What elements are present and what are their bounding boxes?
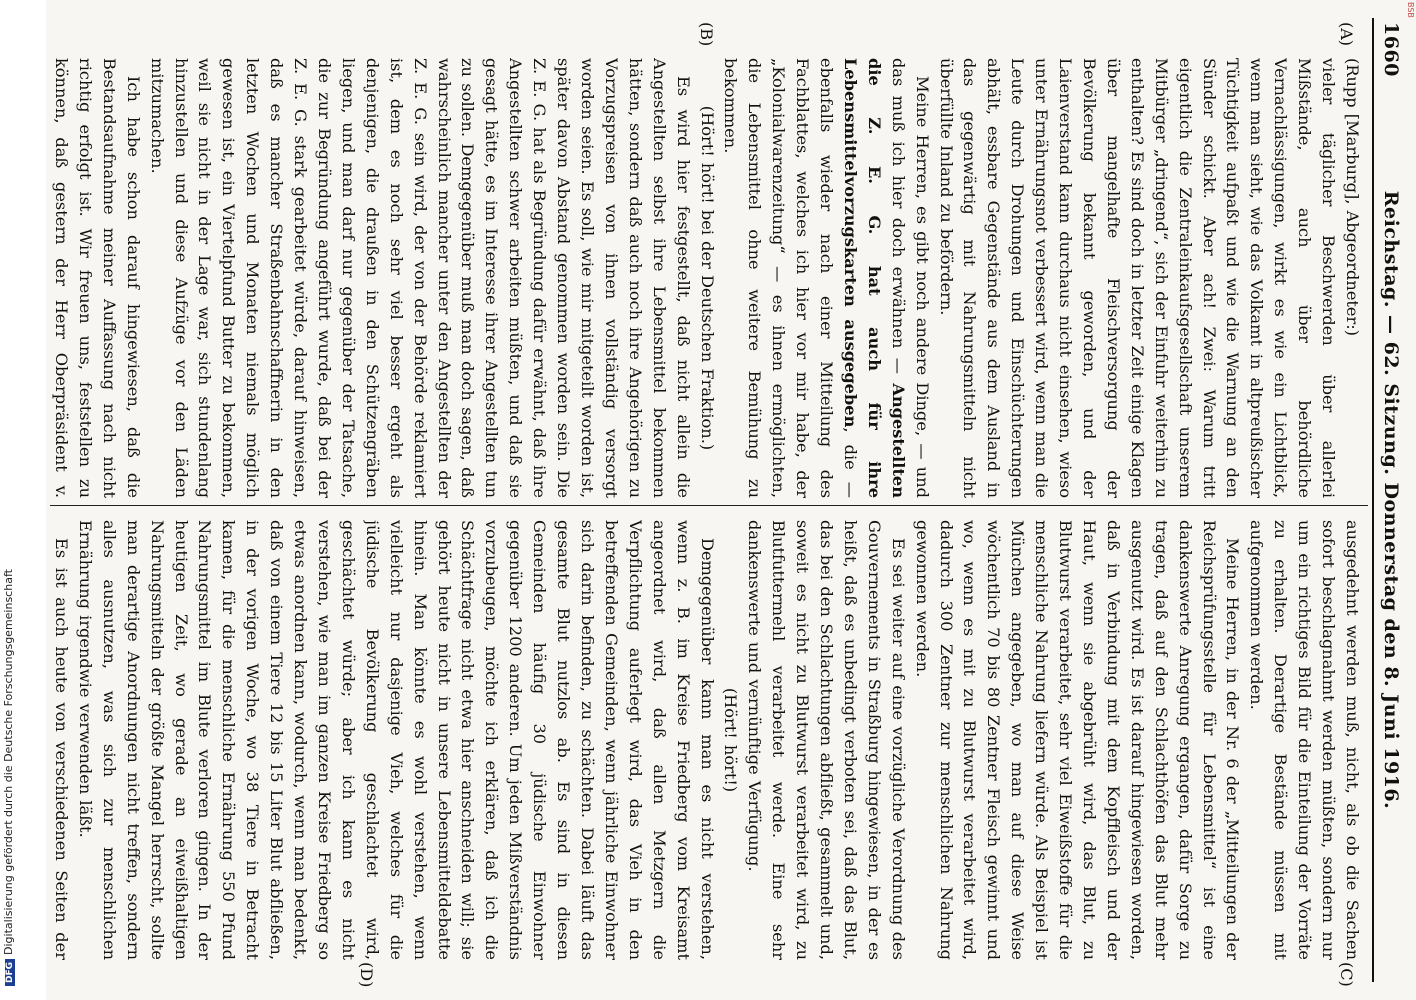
- interjection: (Hört! hört!): [721, 687, 741, 793]
- paragraph: Meine Herren, in der Nr. 6 der „Mitteilungen der Reichsprüfungsstelle für Lebensmittel“ ist eine dankenswerte Anregung ergangen, dafür Sorge zu tragen, daß auf den Schlachthöfen das Blut mehr ausgenutzt wird. Es ist darauf hingewiesen worden, daß in Verbindung mit dem Kopffleisch und der Haut, wenn sie abgebrüht wird, das Blut, zu Blutwurst verarbeitet, sehr viel Eiweißstoffe für die menschliche Nahrung liefern würde. Als Beispiel ist München angegeben, wo man auf diese Weise wöchentlich 70 bis 80 Zentner Fleisch gewinnt und wo, wenn es mit zu Blutwurst verarbeitet wird, dadurch 300 Zentner zur menschlichen Nahrung gewonnen werden.: [912, 520, 1243, 960]
- paragraph: Es ist auch heute von verschiedenen Seiten der: [52, 538, 72, 960]
- paragraph: ausgedehnt werden muß, nicht, als ob die Sachen sofort beschlagnahmt werden müßten, sondern nur um ein richtiges Bild für die Einteilung der Vorräte zu erhalten. Derartige Bestände müssen mit aufgenommen werden.: [1247, 520, 1362, 960]
- margin-marker-c: (C): [1337, 962, 1356, 987]
- left-column: [49, 58, 1364, 498]
- page-header: [1378, 22, 1402, 978]
- paragraph: vieler täglicher Beschwerden über allerlei Mißstände, auch über behördliche Vernachlässigungen, wirkt es wie ein Lichtblick, wenn man sieht, wie das Volkamt in altpreußischer Tüchtigkeit aufpaßt und wie die Warnung an den Sünder schickt. Aber ach! Zwei: Warum tritt eigentlich die Zentraleinkaufsgesellschaft unserem Mitbürger „dringend“, sich der Einfuhr weiterhin zu enthalten? Es sind doch in letzter Zeit einige Klagen über mangelhafte Fleischversorgung der Bevölkerung bekannt geworden, und der Laienverstand kann durchaus nicht einsehen, wieso unter Ernährungsnot verbessert wird, wenn man die Leute durch Drohungen und Einschüchterungen abhält, essbare Gegenstände aus dem Ausland in das gegenwärtig mit Nahrungsmitteln nicht überfüllte Inland zu befördern.: [936, 58, 1339, 498]
- page-title: Reichstag. — 62. Sitzung. Donnerstag den 8. Juni 1916.: [1380, 190, 1402, 810]
- credit-text: Digitalisierung gefördert durch die Deutsche Forschungsgemeinschaft: [2, 569, 15, 955]
- margin-marker-b: (B): [697, 22, 716, 47]
- scanned-page: [46, 0, 1416, 1000]
- text-run: , die — ebenfalls wieder nach einer Mitteilung des Fachblattes, welches ich hier vor mir habe, der „Kolonialwarenzeitung“ — es ihnen ermöglichten, die Lebensmittel ohne weitere Bemühung zu bekommen.: [721, 58, 860, 498]
- interjection: (Hört! hört! bei der Deutschen Fraktion.): [697, 105, 717, 451]
- text-run: Meine Herren, es gibt noch andere Dinge, — und das muß ich hier doch erwähnen —: [888, 58, 932, 498]
- emphasis-run: Angestellten die Z. E. G. hat auch für ihre Lebensmittelvorzugskarten ausgegeben: [840, 58, 908, 498]
- paragraph: Demgegenüber kann man es nicht verstehen, wenn z. B. im Kreise Friedberg vom Kreisamt angeordnet wird, daß allen Metzgern die Verpflichtung auferlegt wird, das Vieh in den betreffenden Gemeinden, wenn jährliche Einwohner sich darin befinden, zu schächten. Dabei läuft das gesamte Blut nutzlos ab. Es sind in diesen Gemeinden häufig 30 jüdische Einwohner gegenüber 1200 anderen. Um jeden Mißverständnis vorzubeugen, möchte ich erklären, daß ich die Schächtfrage nicht etwa hier anschneiden will; sie gehört heute nicht in unsere Lebensmitteldebatte hinein. Man könnte es wohl verstehen, wenn vielleicht nur dasjenige Vieh, welches für die jüdische Bevölkerung geschlachtet wird, geschächtet würde; aber ich kann es nicht verstehen, wie man im ganzen Kreise Friedberg so etwas anordnen kann, wodurch, wenn man bedenkt, daß von einem Tiere 12 bis 15 Liter Blut abfließen, in der vorigen Woche, wo 38 Tiere in Betracht kamen, für die menschliche Ernährung 550 Pfund Nahrungsmittel im Blute verloren gingen. In der heutigen Zeit, wo gerade an eiweißhaltigen Nahrungsmitteln der größte Mangel herrscht, sollte man derartige Anordnungen nicht treffen, sondern alles ausnutzen, was sich zur menschlichen Ernährung irgendwie verwenden läßt.: [75, 520, 717, 960]
- header-rule: [1372, 18, 1374, 982]
- paragraph: Es wird hier festgestellt, daß nicht allein die Angestellten selbst ihre Lebensmittel bekommen hätten, sondern daß auch noch ihre Angehörigen zu Vorzugspreisen von ihnen vollständig versorgt worden seien. Es soll, wie mir mitgeteilt worden ist, später davon Abstand genommen worden sein. Die Z. E. G. hat als Begründung dafür erwähnt, daß ihre Angestellten schwer arbeiten müßten, und daß sie gesagt hätte, es im Interesse ihrer Angestellten tun zu sollen. Demgegenüber muß man doch sagen, daß wahrscheinlich mancher unter den Angestellten der Z. E. G. sein wird, der von der Behörde reklamiert ist, dem es noch sehr viel besser ergeht als denjenigen, die draußen in den Schützengräben liegen, und man darf nur gegenüber der Tatsache, die zur Begründung angeführt wurde, daß bei der Z. E. G. stark gearbeitet würde, darauf hinweisen, daß es mancher Straßenbahnschaffnerin in den letzten Wochen und Monaten niemals möglich gewesen ist, ein Viertelpfund Butter zu bekommen, weil sie nicht in der Lage war, sich stundenlang hinzustellen und diese Aufzüge vor den Läden mitzumachen.: [147, 58, 693, 498]
- margin-marker-d: (D): [357, 962, 376, 988]
- page-number: 1660: [1380, 22, 1402, 77]
- dfg-logo: DFG: [5, 959, 15, 986]
- paragraph: [719, 58, 934, 498]
- paragraph: Ich habe schon darauf hingewiesen, daß die Bestandsaufnahme meiner Auffassung nach nicht richtig erfolgt ist. Wir freuen uns, feststellen zu können, daß gestern der Herr Oberpräsident v.: [52, 58, 143, 498]
- paragraph: Es sei weiter auf eine vorzügliche Verordnung des Gouvernements in Straßburg hingewiesen, in der es heißt, daß es unbedingt verboten sei, daß das Blut, das bei den Schlachtungen abfließt, gesammelt und, soweit es nicht zu Blutwurst verarbeitet wird, zu Blutfuttermehl verarbeitet werde. Eine sehr dankenswerte und vernünftige Verfügung.: [745, 520, 908, 960]
- column-divider: [50, 505, 1368, 506]
- speaker-label: (Rupp [Marburg], Abgeordneter:): [1343, 58, 1362, 337]
- digitization-credit: [2, 569, 15, 986]
- right-column: [49, 520, 1364, 960]
- library-tag: BSB: [1406, 2, 1415, 18]
- margin-marker-a: (A): [1337, 22, 1356, 47]
